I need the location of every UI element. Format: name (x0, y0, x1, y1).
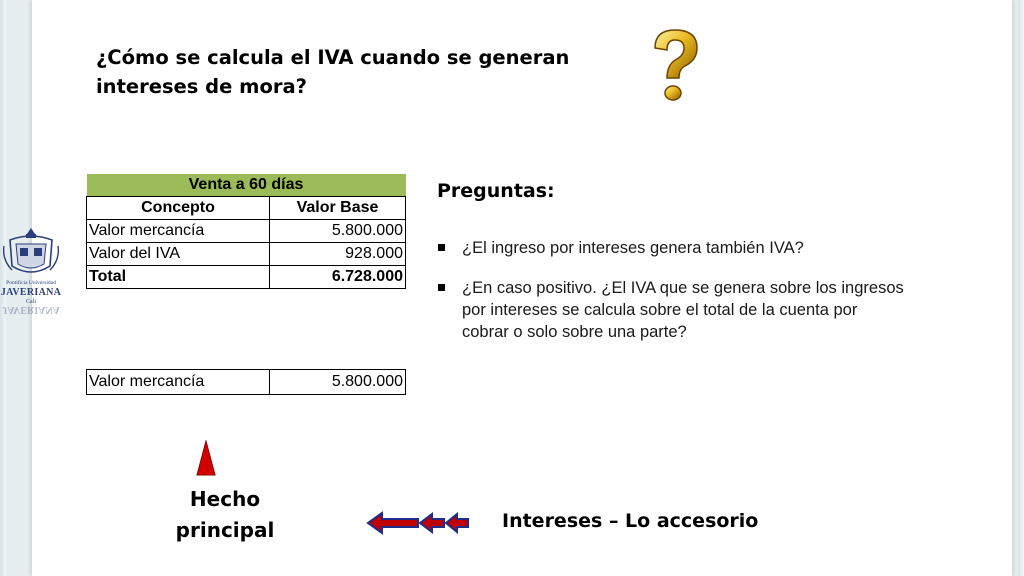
table-row (87, 370, 406, 395)
title-line-1: ¿Cómo se calcula el IVA cuando se generan (96, 46, 570, 69)
cell-valor: 5.800.000 (270, 370, 406, 395)
bullet-square-icon (438, 244, 445, 251)
cell-concepto: Valor mercancía (87, 220, 270, 243)
up-arrow-icon (196, 440, 216, 476)
logo-reflection-text: JAVERIANA (2, 304, 60, 315)
question-text: ¿En caso positivo. ¿El IVA que se genera sobre los ingresos por intereses se calcula sobre el total de la cuenta por cobrar o solo sobre una parte? (462, 279, 904, 341)
bullet-square-icon (438, 284, 445, 291)
logo-javeriana-line: JAVERIANA (0, 287, 62, 298)
questions-heading: Preguntas: (437, 180, 555, 202)
table-row (87, 220, 406, 243)
left-arrow-medium-icon (420, 514, 444, 532)
question-text: ¿El ingreso por intereses genera también IVA? (462, 239, 804, 257)
main-fact-line-2: principal (175, 518, 275, 542)
table-row (87, 243, 406, 266)
table-header: Venta a 60 días (87, 174, 406, 197)
left-arrow-small-icon (446, 514, 468, 532)
logo-university-line: Pontificia Universidad (6, 280, 56, 286)
list-item (438, 237, 908, 259)
logo-cali-line: Cali (26, 299, 36, 305)
cell-concepto: Total (87, 266, 270, 289)
cell-valor: 5.800.000 (270, 220, 406, 243)
main-fact-label (160, 484, 290, 546)
university-logo (0, 226, 62, 316)
cell-valor: 928.000 (270, 243, 406, 266)
sales-table (86, 174, 406, 289)
right-border-strip (1018, 0, 1024, 576)
questions-list (438, 237, 908, 343)
merchandise-value-table (86, 369, 406, 395)
question-mark-icon (647, 26, 703, 106)
logo-reflection (0, 304, 62, 318)
slide-title (96, 43, 596, 101)
list-item (438, 277, 908, 343)
left-arrow-large-icon (368, 513, 418, 533)
cell-concepto: Valor mercancía (87, 370, 270, 395)
main-fact-line-1: Hecho (189, 487, 261, 511)
cell-valor: 6.728.000 (270, 266, 406, 289)
column-header-valor: Valor Base (270, 197, 406, 220)
column-header-concepto: Concepto (87, 197, 270, 220)
left-arrows-icon (366, 510, 470, 536)
table-row-total (87, 266, 406, 289)
title-line-2: intereses de mora? (96, 75, 307, 98)
cell-concepto: Valor del IVA (87, 243, 270, 266)
accessory-label: Intereses – Lo accesorio (502, 510, 759, 532)
crest-icon (0, 226, 62, 280)
